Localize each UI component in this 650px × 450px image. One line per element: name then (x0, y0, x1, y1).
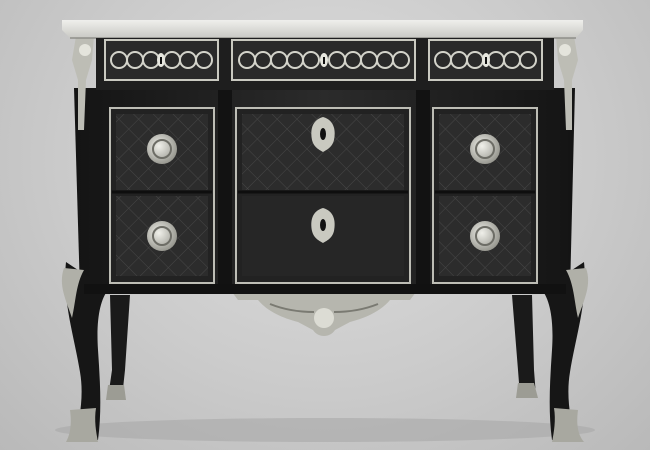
frieze-drawers (96, 38, 554, 90)
bottom-rail (84, 284, 566, 294)
stile-right (416, 90, 430, 290)
apron-mount (232, 292, 416, 336)
floor-shadow (55, 418, 595, 442)
marble-top (62, 20, 583, 38)
stile-left (218, 90, 232, 290)
